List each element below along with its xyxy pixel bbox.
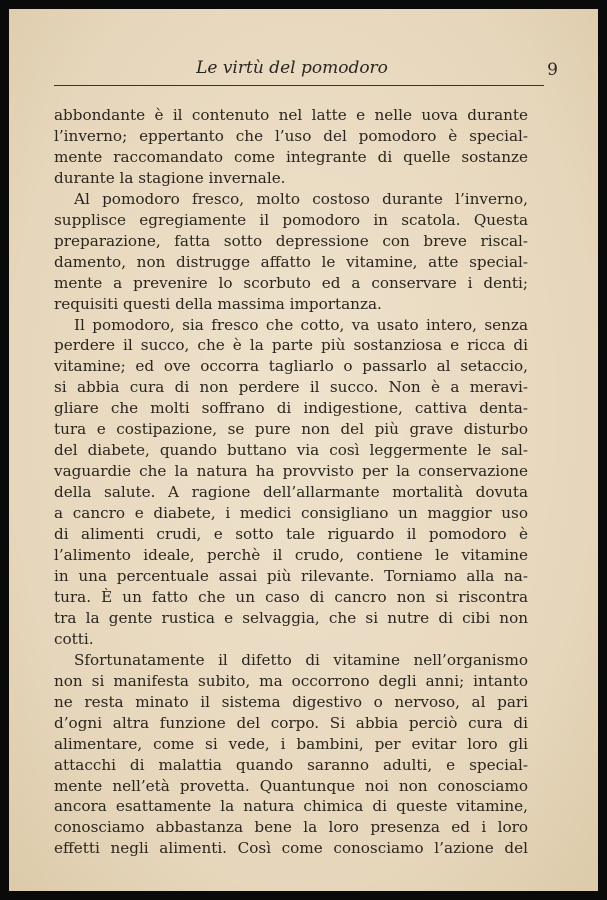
book-page — [9, 9, 598, 891]
page-header — [54, 55, 558, 86]
text-line: del diabete, quando buttano via così leggermente le sal- — [54, 441, 528, 460]
paragraph-4 — [54, 650, 528, 860]
text-line: gliare che molti soffrano di indigestione, cattiva denta- — [54, 399, 528, 418]
text-line: l’alimento ideale, perchè il crudo, contiene le vitamine — [54, 546, 528, 565]
text-line: attacchi di malattia quando saranno adulti, e special- — [54, 755, 528, 774]
text-line: alimentare, come si vede, i bambini, per evitar loro gli — [54, 734, 528, 753]
text-line: Sfortunatamente il difetto di vitamine nell’organismo — [74, 650, 528, 669]
text-line: conosciamo abbastanza bene la loro presenza ed i loro — [54, 818, 528, 837]
paragraph-3 — [54, 315, 528, 650]
text-line: vaguardie che la natura ha provvisto per la conservazione — [54, 462, 528, 481]
text-line: l’inverno; eppertanto che l’uso del pomodoro è special- — [54, 126, 528, 145]
text-line: effetti negli alimenti. Così come conosciamo l’azione del — [54, 839, 528, 858]
text-line: mente nell’età provetta. Quantunque noi non conosciamo — [54, 776, 528, 795]
text-line: cotti. — [54, 629, 94, 648]
text-line: tra la gente rustica e selvaggia, che si nutre di cibi non — [54, 608, 528, 627]
text-line: durante la stagione invernale. — [54, 168, 286, 187]
paragraph-2 — [54, 189, 528, 315]
page-number: 9 — [547, 60, 558, 80]
body-text — [54, 105, 528, 859]
text-line: preparazione, fatta sotto depressione con breve riscal- — [54, 231, 528, 250]
text-line: vitamine; ed ove occorra tagliarlo o passarlo al setaccio, — [54, 357, 528, 376]
text-line: si abbia cura di non perdere il succo. Non è a meravi- — [54, 378, 528, 397]
text-line: perdere il succo, che è la parte più sostanziosa e ricca di — [54, 336, 528, 355]
running-title: Le virtù del pomodoro — [196, 58, 388, 78]
text-line: della salute. A ragione dell’allarmante mortalità dovuta — [54, 483, 528, 502]
text-line: Il pomodoro, sia fresco che cotto, va usato intero, senza — [74, 315, 528, 334]
text-line: Al pomodoro fresco, molto costoso durante l’inverno, — [74, 189, 528, 208]
text-line: non si manifesta subito, ma occorrono degli anni; intanto — [54, 671, 528, 690]
text-line: ne resta minato il sistema digestivo o nervoso, al pari — [54, 692, 528, 711]
text-line: a cancro e diabete, i medici consigliano un maggior uso — [54, 504, 528, 523]
text-line: mente a prevenire lo scorbuto ed a conservare i denti; — [54, 273, 528, 292]
text-line: di alimenti crudi, e sotto tale riguardo il pomodoro è — [54, 525, 528, 544]
text-line: tura. È un fatto che un caso di cancro non si riscontra — [54, 587, 528, 606]
text-line: ancora esattamente la natura chimica di queste vitamine, — [54, 797, 528, 816]
text-line: in una percentuale assai più rilevante. Torniamo alla na- — [54, 566, 528, 585]
paragraph-1 — [54, 105, 528, 189]
text-line: requisiti questi della massima importanza. — [54, 294, 382, 313]
text-line: damento, non distrugge affatto le vitamine, atte special- — [54, 252, 528, 271]
text-line: tura e costipazione, se pure non del più grave disturbo — [54, 420, 528, 439]
text-line: abbondante è il contenuto nel latte e nelle uova durante — [54, 106, 528, 124]
text-line: mente raccomandato come integrante di quelle sostanze — [54, 147, 528, 166]
text-line: d’ogni altra funzione del corpo. Si abbia perciò cura di — [54, 713, 528, 732]
text-line: supplisce egregiamente il pomodoro in scatola. Questa — [54, 210, 528, 229]
